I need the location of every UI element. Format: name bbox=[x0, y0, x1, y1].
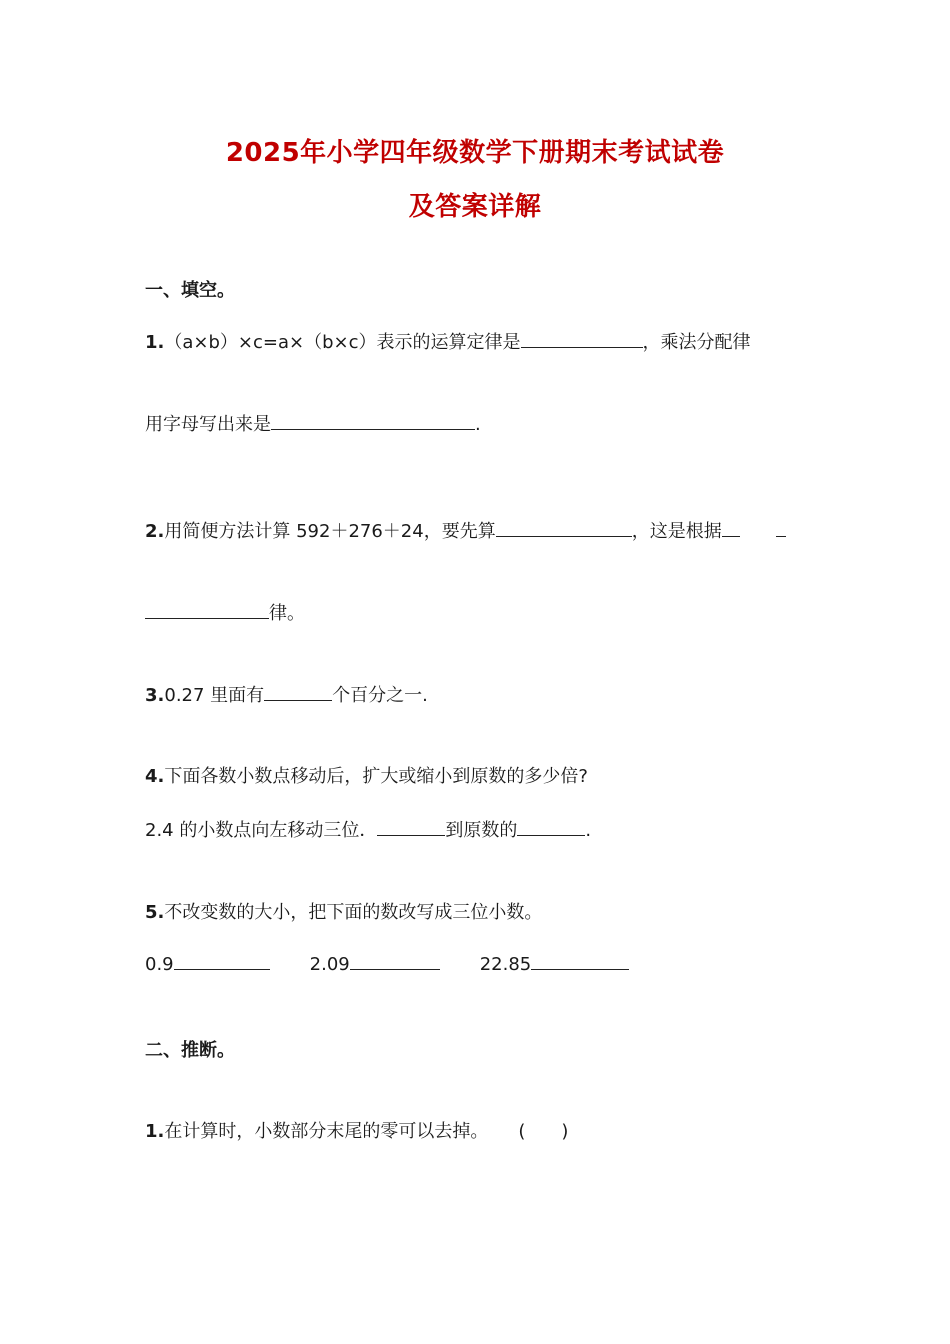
page-title: 2025年小学四年级数学下册期末考试试卷 bbox=[225, 138, 725, 168]
question-text: 用简便方法计算 592＋276＋24，要先算 bbox=[164, 521, 496, 542]
decimal-item: 22.85 bbox=[479, 954, 532, 975]
question-text: . bbox=[475, 414, 481, 435]
answer-blank[interactable] bbox=[531, 953, 629, 970]
question-number: 1. bbox=[145, 1121, 165, 1142]
question-text: 2.4 的小数点向左移动三位． bbox=[145, 820, 378, 841]
question-number: 1. bbox=[145, 332, 165, 353]
question-text: 律。 bbox=[269, 603, 305, 624]
question-3 bbox=[145, 681, 428, 707]
question-text: ，乘法分配律 bbox=[642, 332, 751, 353]
answer-blank[interactable] bbox=[350, 953, 440, 970]
question-5-line-1 bbox=[145, 898, 542, 924]
question-text: 个百分之一. bbox=[332, 685, 428, 706]
question-number: 2. bbox=[145, 521, 165, 542]
answer-blank[interactable] bbox=[174, 953, 270, 970]
answer-blank[interactable] bbox=[496, 520, 632, 537]
question-1-line-1 bbox=[145, 328, 751, 354]
answer-blank[interactable] bbox=[517, 819, 585, 836]
question-number: 5. bbox=[145, 902, 165, 923]
judge-question-1 bbox=[145, 1117, 568, 1143]
question-text: . bbox=[585, 820, 592, 841]
question-text: （a×b）×c=a×（b×c）表示的运算定律是 bbox=[164, 332, 521, 353]
answer-blank[interactable] bbox=[377, 819, 445, 836]
question-text: 在计算时，小数部分末尾的零可以去掉。 bbox=[164, 1121, 489, 1142]
answer-blank[interactable] bbox=[776, 520, 786, 537]
question-2-line-2 bbox=[145, 599, 305, 625]
question-4-line-2 bbox=[145, 816, 591, 842]
answer-parentheses[interactable]: ( ) bbox=[518, 1121, 569, 1142]
answer-blank[interactable] bbox=[145, 602, 269, 619]
answer-blank[interactable] bbox=[521, 331, 643, 348]
section-fill-heading: 一、填空。 bbox=[145, 280, 235, 301]
question-number: 4. bbox=[145, 766, 165, 787]
question-1-line-2 bbox=[145, 410, 481, 436]
question-2-line-1 bbox=[145, 517, 786, 543]
page-subtitle: 及答案详解 bbox=[408, 192, 542, 222]
decimal-item: 0.9 bbox=[145, 954, 174, 975]
question-text: 0.27 里面有 bbox=[164, 685, 265, 706]
section-judge-heading: 二、推断。 bbox=[145, 1040, 235, 1061]
question-5-items bbox=[145, 953, 629, 975]
answer-blank[interactable] bbox=[722, 520, 740, 537]
question-text: 不改变数的大小，把下面的数改写成三位小数。 bbox=[164, 902, 543, 923]
question-text: 到原数的 bbox=[445, 820, 518, 841]
answer-blank[interactable] bbox=[271, 413, 475, 430]
question-text: ，这是根据 bbox=[631, 521, 722, 542]
decimal-item: 2.09 bbox=[309, 954, 350, 975]
question-text: 下面各数小数点移动后，扩大或缩小到原数的多少倍? bbox=[164, 766, 588, 787]
question-4-line-1 bbox=[145, 762, 588, 788]
answer-blank[interactable] bbox=[264, 684, 332, 701]
question-number: 3. bbox=[145, 685, 165, 706]
question-text: 用字母写出来是 bbox=[145, 414, 271, 435]
